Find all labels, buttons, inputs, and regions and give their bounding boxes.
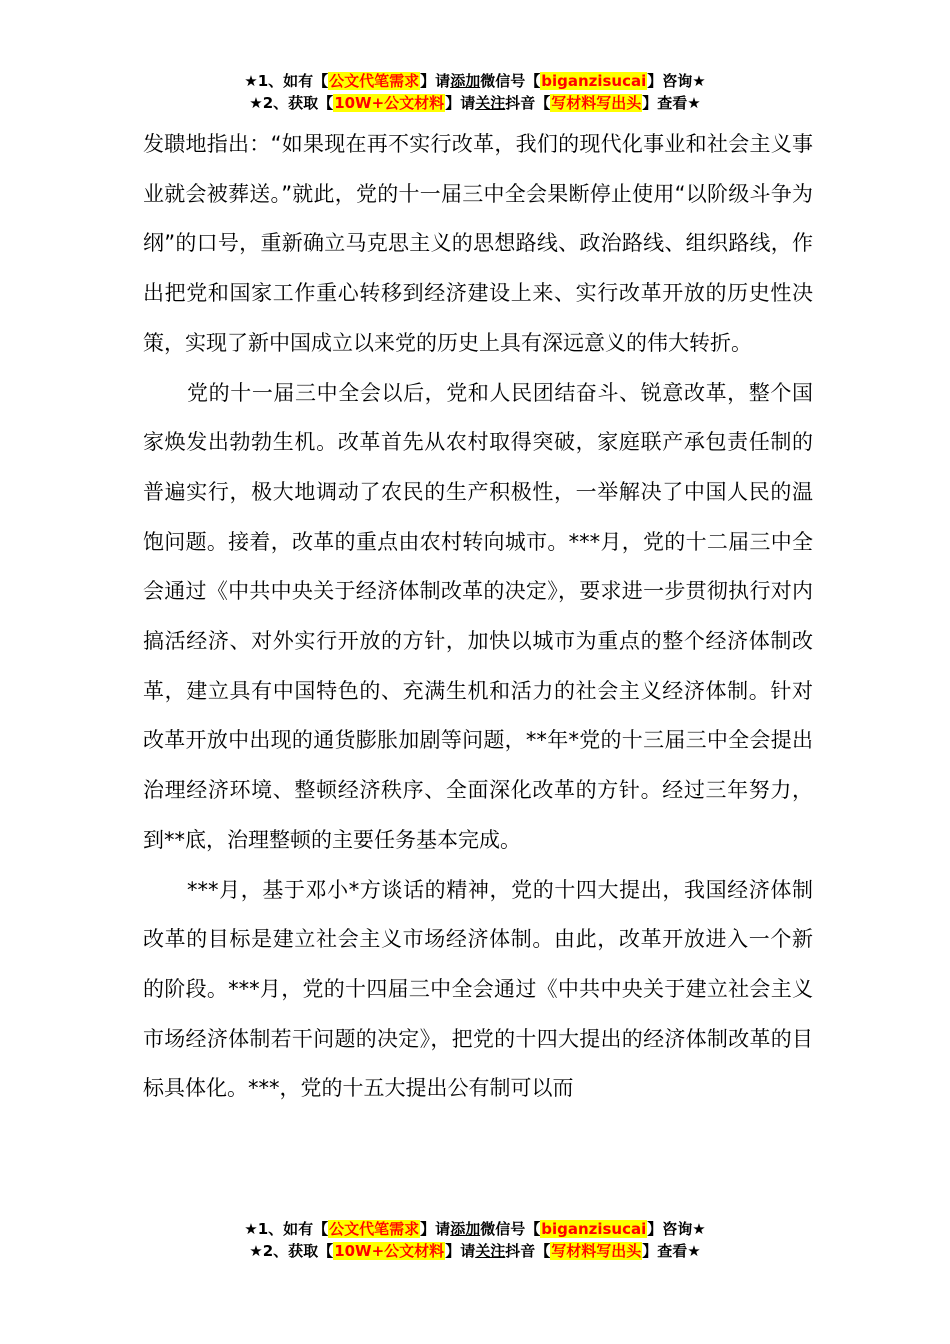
- paragraph: 党的十一届三中全会以后，党和人民团结奋斗、锐意改革，整个国家焕发出勃勃生机。改革首先从农村取得突破，家庭联产承包责任制的普遍实行，极大地调动了农民的生产积极性，一举解决了中国人民的温饱问题。接着，改革的重点由农村转向城市。***月，党的十二届三中全会通过《中共中央关于经济体制改革的决定》，要求进一步贯彻执行对内搞活经济、对外实行开放的方针，加快以城市为重点的整个经济体制改革，建立具有中国特色的、充满生机和活力的社会主义经济体制。针对改革开放中出现的通货膨胀加剧等问题，**年*党的十三届三中全会提出治理经济环境、整顿经济秩序、全面深化改革的方针。经过三年努力，到**底，治理整顿的主要任务基本完成。: [143, 380, 813, 852]
- banner-text: ★1、如有【: [244, 1220, 329, 1238]
- underlined-text: 关注: [475, 1242, 506, 1260]
- douyin-id-highlight: 写材料写出头: [551, 1242, 642, 1260]
- banner-text: ★1、如有【: [244, 72, 329, 90]
- banner-text: 】请: [445, 94, 476, 112]
- underlined-text: 添加: [450, 72, 481, 90]
- top-banner: [0, 70, 950, 114]
- paragraph: ***月，基于邓小*方谈话的精神，党的十四大提出，我国经济体制改革的目标是建立社会主义市场经济体制。由此，改革开放进入一个新的阶段。***月，党的十四届三中全会通过《中共中央关于建立社会主义市场经济体制若干问题的决定》，把党的十四大提出的经济体制改革的目标具体化。***，党的十五大提出公有制可以而: [143, 877, 813, 1101]
- banner-text: 抖音【: [505, 1242, 551, 1260]
- banner-line-1: [0, 1218, 950, 1240]
- banner-text: 微信号【: [480, 72, 541, 90]
- banner-text: 】请: [445, 1242, 476, 1260]
- paragraph: 发聩地指出：“如果现在再不实行改革，我们的现代化事业和社会主义事业就会被葬送。”就此，党的十一届三中全会果断停止使用“以阶级斗争为纲”的口号，重新确立马克思主义的思想路线、政治路线、组织路线，作出把党和国家工作重心转移到经济建设上来、实行改革开放的历史性决策，实现了新中国成立以来党的历史上具有深远意义的伟大转折。: [143, 132, 813, 355]
- banner-text: 】咨询★: [647, 1220, 706, 1238]
- highlight-label: 10W+公文材料: [334, 1242, 445, 1260]
- banner-text: ★2、获取【: [249, 1242, 334, 1260]
- banner-text: 微信号【: [480, 1220, 541, 1238]
- wechat-id-highlight: biganzisucai: [541, 72, 647, 90]
- banner-text: 】查看★: [642, 1242, 701, 1260]
- highlight-label: 公文代笔需求: [329, 72, 420, 90]
- douyin-id-highlight: 写材料写出头: [551, 94, 642, 112]
- banner-text: ★2、获取【: [249, 94, 334, 112]
- highlight-label: 10W+公文材料: [334, 94, 445, 112]
- banner-text: 】咨询★: [647, 72, 706, 90]
- underlined-text: 关注: [475, 94, 506, 112]
- banner-text: 】请: [420, 1220, 451, 1238]
- underlined-text: 添加: [450, 1220, 481, 1238]
- banner-text: 抖音【: [505, 94, 551, 112]
- document-body: [143, 120, 813, 1114]
- banner-line-2: [0, 92, 950, 114]
- banner-line-1: [0, 70, 950, 92]
- banner-text: 】查看★: [642, 94, 701, 112]
- banner-text: 】请: [420, 72, 451, 90]
- wechat-id-highlight: biganzisucai: [541, 1220, 647, 1238]
- banner-line-2: [0, 1240, 950, 1262]
- highlight-label: 公文代笔需求: [329, 1220, 420, 1238]
- bottom-banner: [0, 1218, 950, 1262]
